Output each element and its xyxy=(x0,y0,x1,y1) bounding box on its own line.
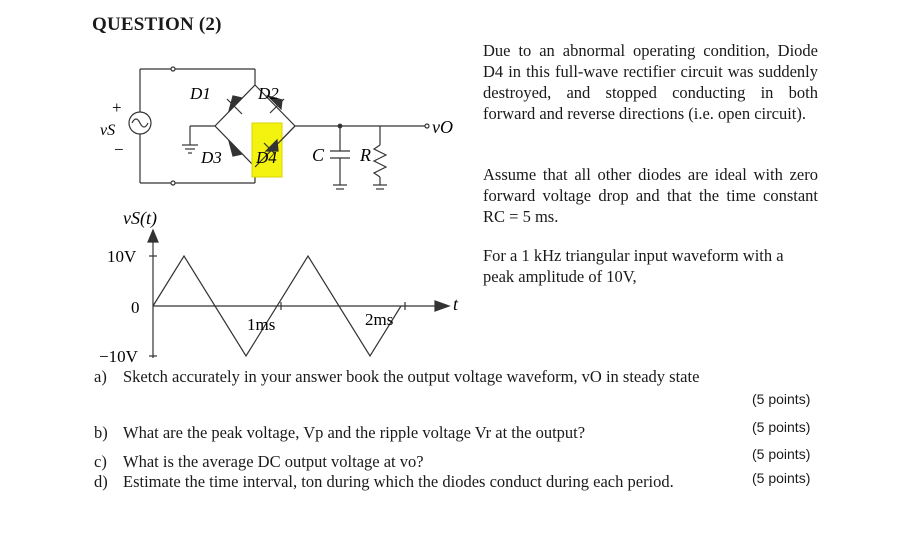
question-b-label: b) xyxy=(94,423,108,442)
capacitor-label: C xyxy=(312,145,325,165)
question-d-text: Estimate the time interval, ton during which the diodes conduct during each period. xyxy=(123,472,674,491)
y-axis-label: vS(t) xyxy=(123,208,157,228)
question-c-text: What is the average DC output voltage at vo? xyxy=(123,452,424,471)
source-label: vS xyxy=(100,122,116,139)
source-plus-label: + xyxy=(112,98,122,117)
d3-label: D3 xyxy=(201,148,222,167)
description-paragraph-1: Due to an abnormal operating condition, Diode D4 in this full-wave rectifier circuit was suddenly destroyed, and stopped conducting in both forward and reverse directions (i.e. open circuit). xyxy=(483,41,818,123)
tick-1ms: 1ms xyxy=(247,315,276,334)
question-c-label: c) xyxy=(94,452,107,471)
x-axis-label: t xyxy=(453,294,459,314)
description-paragraph-2: Assume that all other diodes are ideal with zero forward voltage drop and that the time constant RC = 5 ms. xyxy=(483,165,818,226)
question-d-points: (5 points) xyxy=(752,470,811,486)
tick-zero: 0 xyxy=(131,298,140,317)
output-label: vO xyxy=(432,117,453,137)
tick-pos-peak: 10V xyxy=(107,247,137,266)
question-b-text: What are the peak voltage, Vp and the ripple voltage Vr at the output? xyxy=(123,423,586,442)
question-d-label: d) xyxy=(94,472,108,491)
resistor-label: R xyxy=(360,145,371,165)
d4-label: D4 xyxy=(256,148,277,167)
source-minus-label: − xyxy=(114,140,124,159)
question-title: QUESTION (2) xyxy=(92,14,222,35)
input-waveform-diagram xyxy=(95,200,475,370)
d2-label: D2 xyxy=(258,84,279,103)
question-a-points: (5 points) xyxy=(752,391,811,407)
tick-neg-peak: −10V xyxy=(99,347,138,366)
rectifier-circuit-diagram xyxy=(90,55,470,215)
tick-2ms: 2ms xyxy=(365,310,394,329)
question-a-label: a) xyxy=(94,367,107,386)
question-a-text: Sketch accurately in your answer book the output voltage waveform, vO in steady state xyxy=(123,367,700,386)
description-paragraph-3: For a 1 kHz triangular input waveform with a peak amplitude of 10V, xyxy=(483,246,784,286)
question-b-points: (5 points) xyxy=(752,419,811,435)
question-c-points: (5 points) xyxy=(752,446,811,462)
d1-label: D1 xyxy=(190,84,211,103)
